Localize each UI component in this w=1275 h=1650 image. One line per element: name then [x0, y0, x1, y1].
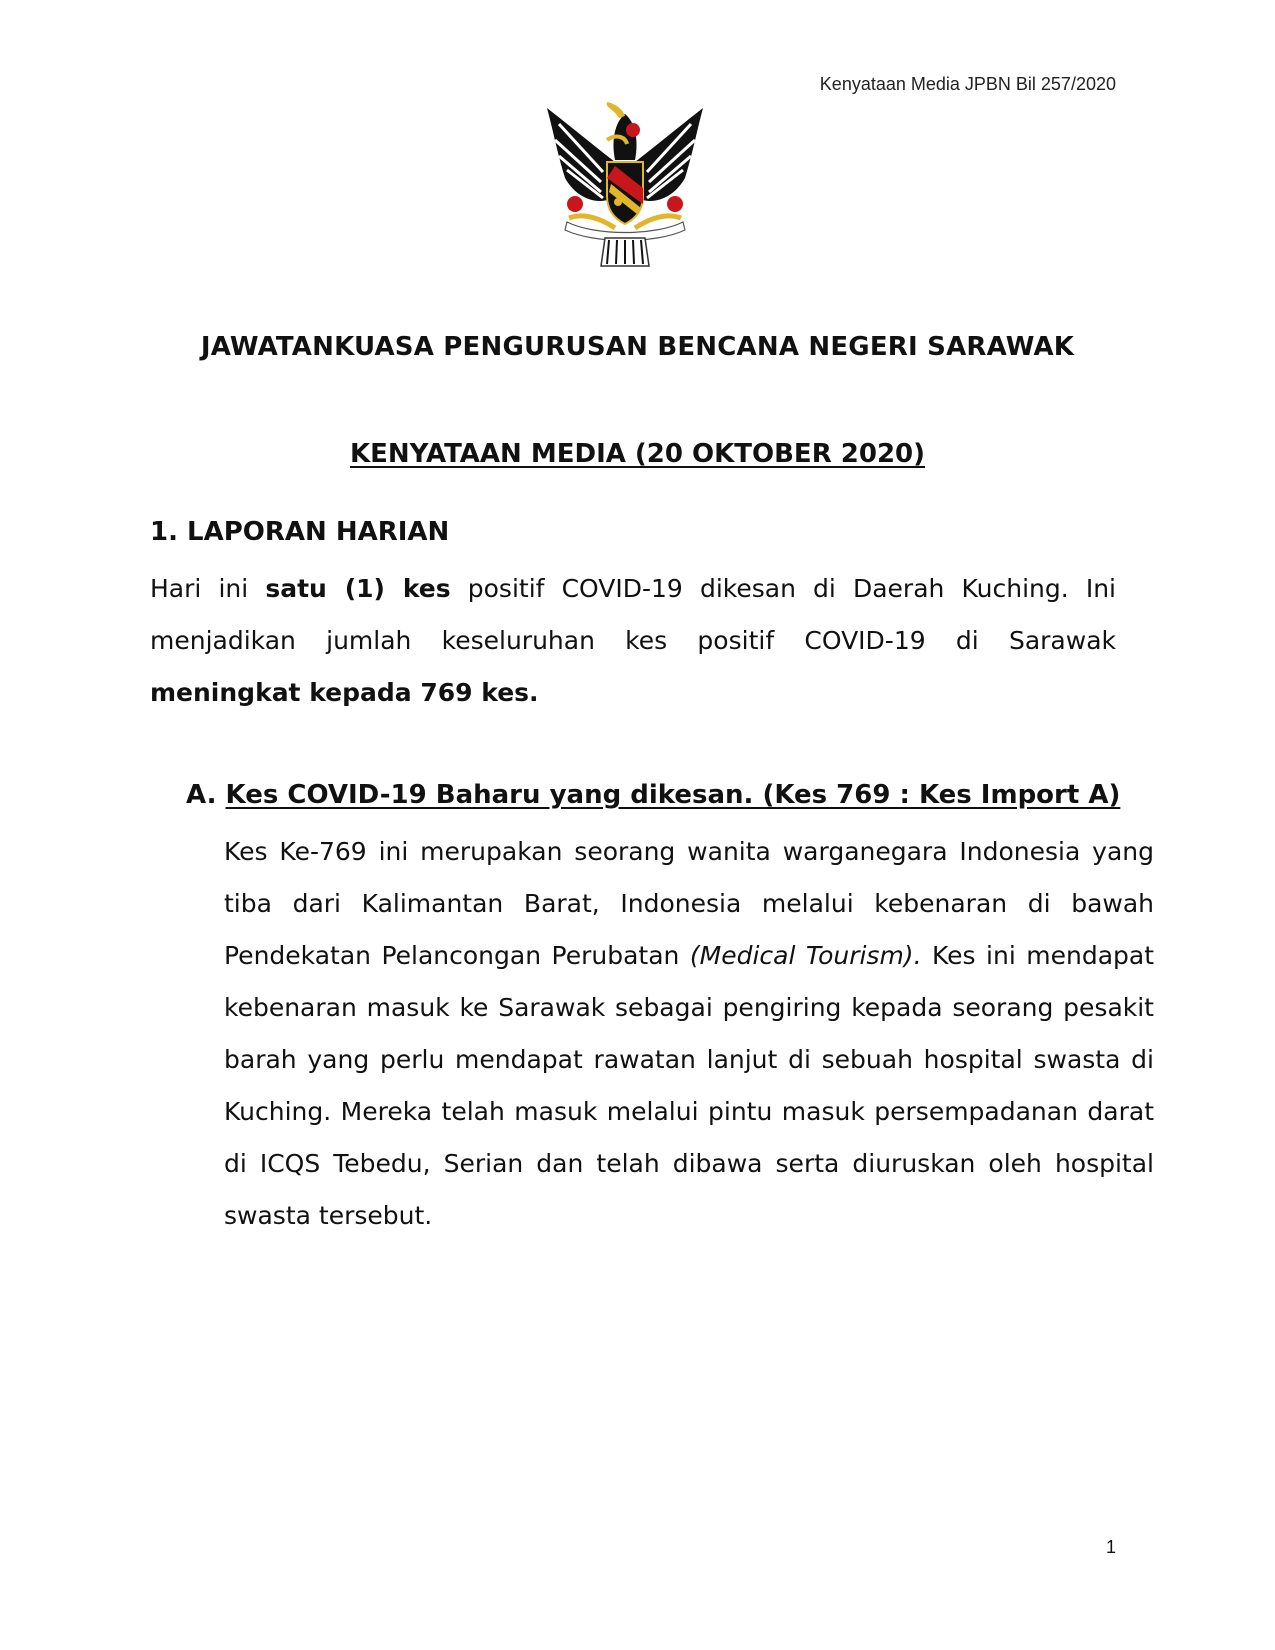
- document-title: [0, 439, 1275, 469]
- paragraph-line: menjadikan jumlah keseluruhan kes positif COVID-19 di Sarawak: [150, 626, 1116, 655]
- subsection-marker: A.: [186, 780, 217, 810]
- paragraph-line: [150, 667, 1116, 719]
- document-title-text: KENYATAAN MEDIA (20 OKTOBER 2020): [349, 439, 926, 469]
- bold-text-run: meningkat kepada 769 kes.: [150, 678, 539, 707]
- paragraph-line: Kuching. Mereka telah masuk melalui pintu masuk persempadanan darat: [224, 1097, 1154, 1126]
- text-run: Hari ini: [150, 574, 266, 603]
- subsection-a-paragraph: [224, 826, 1154, 1242]
- paragraph-line: di ICQS Tebedu, Serian dan telah dibawa serta diuruskan oleh hospital: [224, 1149, 1154, 1178]
- organization-title: JAWATANKUASA PENGURUSAN BENCANA NEGERI SARAWAK: [200, 332, 1075, 362]
- section-heading-laporan-harian: 1. LAPORAN HARIAN: [150, 517, 450, 547]
- italic-text-run: (Medical Tourism).: [689, 941, 922, 970]
- text-run: positif COVID-19 dikesan di Daerah Kuching. Ini: [450, 574, 1116, 603]
- paragraph-line: [224, 930, 1154, 982]
- paragraph-line: barah yang perlu mendapat rawatan lanjut di sebuah hospital swasta di: [224, 1045, 1154, 1074]
- document-reference: Kenyataan Media JPBN Bil 257/2020: [819, 74, 1116, 94]
- sarawak-crest-logo: [545, 100, 705, 270]
- paragraph-line: swasta tersebut.: [224, 1201, 433, 1230]
- page-number: 1: [1105, 1537, 1116, 1557]
- section-1-paragraph: [150, 563, 1116, 719]
- bold-text-run: satu (1) kes: [265, 574, 451, 603]
- paragraph-line: kebenaran masuk ke Sarawak sebagai pengiring kepada seorang pesakit: [224, 993, 1154, 1022]
- text-run: Pendekatan Pelancongan Perubatan: [224, 941, 690, 970]
- subsection-heading-a: [186, 780, 1120, 810]
- text-run: Kes ini mendapat: [921, 941, 1155, 970]
- paragraph-line: tiba dari Kalimantan Barat, Indonesia melalui kebenaran di bawah: [224, 889, 1154, 918]
- subsection-title: Kes COVID-19 Baharu yang dikesan. (Kes 769 : Kes Import A): [225, 780, 1121, 810]
- paragraph-line: [150, 563, 1116, 615]
- paragraph-line: Kes Ke-769 ini merupakan seorang wanita warganegara Indonesia yang: [224, 837, 1154, 866]
